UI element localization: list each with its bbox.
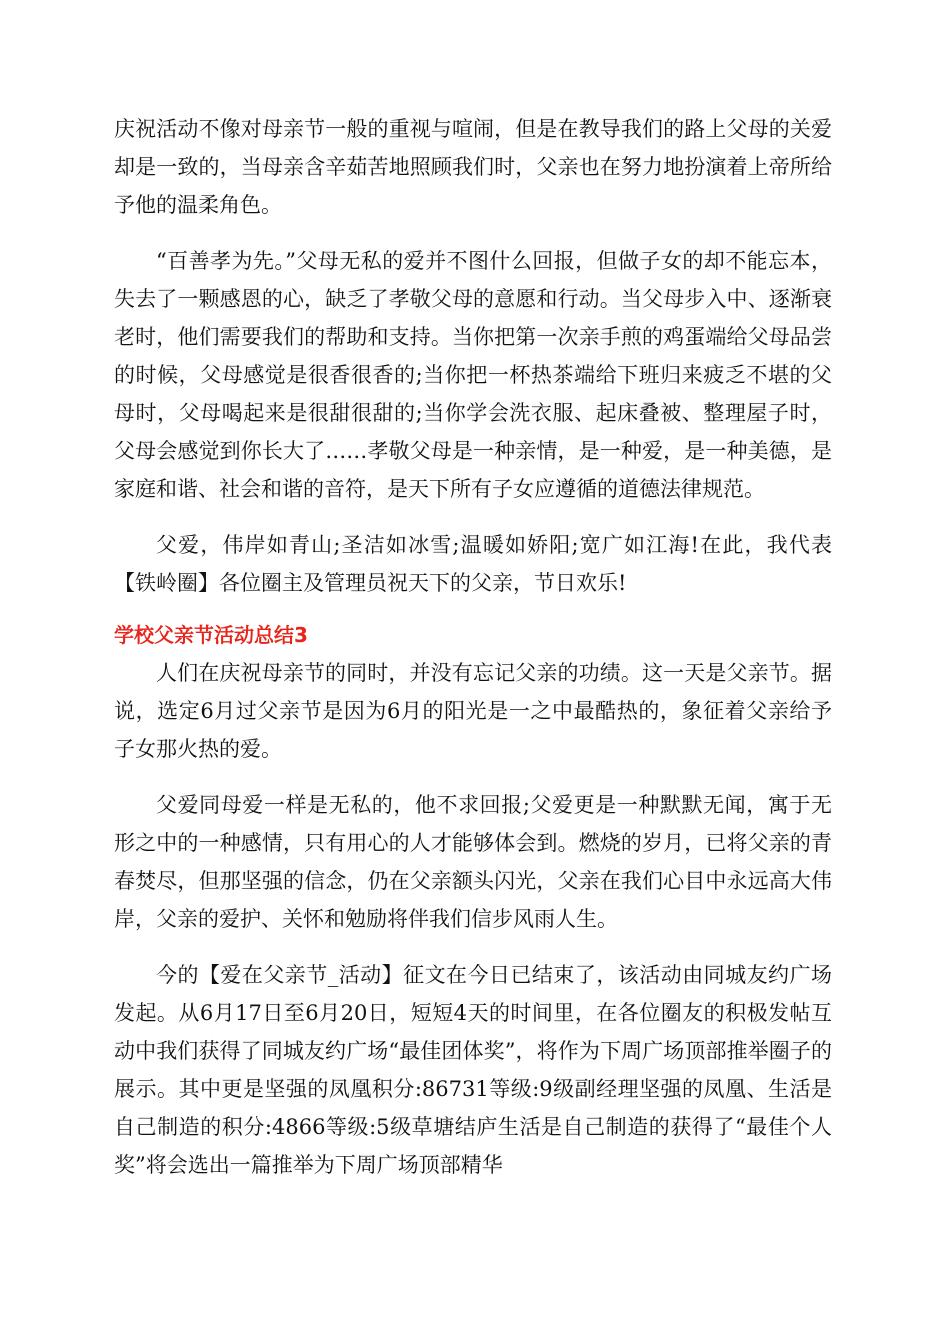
paragraph-greeting: 父爱，伟岸如青山;圣洁如冰雪;温暖如娇阳;宽广如江海!在此，我代表【铁岭圈】各位圈主及管理员祝天下的父亲，节日欢乐! — [114, 533, 832, 595]
paragraph-fathers-day-intro: 人们在庆祝母亲节的同时，并没有忘记父亲的功绩。这一天是父亲节。据说，选定6月过父亲节是因为6月的阳光是一之中最酷热的，象征着父亲给予子女那火热的爱。 — [114, 661, 832, 761]
section-heading: 学校父亲节活动总结3 — [114, 623, 308, 647]
paragraph-continuation: 庆祝活动不像对母亲节一般的重视与喧闹，但是在教导我们的路上父母的关爱却是一致的，当母亲含辛茹苦地照顾我们时，父亲也在努力地扮演着上帝所给予他的温柔角色。 — [114, 117, 832, 217]
paragraph-fatherly-love: 父爱同母爱一样是无私的，他不求回报;父爱更是一种默默无闻，寓于无形之中的一种感情，只有用心的人才能够体会到。燃烧的岁月，已将父亲的青春焚尽，但那坚强的信念，仍在父亲额头闪光，父亲在我们心目中永远高大伟岸，父亲的爱护、关怀和勉励将伴我们信步风雨人生。 — [114, 793, 832, 931]
document-page — [114, 110, 832, 1202]
paragraph-activity-summary: 今的【爱在父亲节_活动】征文在今日已结束了，该活动由同城友约广场发起。从6月17日至6月20日，短短4天的时间里，在各位圈友的积极发帖互动中我们获得了同城友约广场“最佳团体奖”，将作为下周广场顶部推举圈子的展示。其中更是坚强的凤凰积分:86731等级:9级副经理坚强的凤凰、生活是自己制造的积分:4866等级:5级草塘结庐生活是自己制造的获得了“最佳个人奖”将会选出一篇推举为下周广场顶部精华 — [114, 963, 832, 1177]
paragraph-filial-piety: “百善孝为先。”父母无私的爱并不图什么回报，但做子女的却不能忘本，失去了一颗感恩的心，缺乏了孝敬父母的意愿和行动。当父母步入中、逐渐衰老时，他们需要我们的帮助和支持。当你把第一次亲手煎的鸡蛋端给父母品尝的时候，父母感觉是很香很香的;当你把一杯热茶端给下班归来疲乏不堪的父母时，父母喝起来是很甜很甜的;当你学会洗衣服、起床叠被、整理屋子时，父母会感觉到你长大了……孝敬父母是一种亲情，是一种爱，是一种美德，是家庭和谐、社会和谐的音符，是天下所有子女应遵循的道德法律规范。 — [114, 249, 832, 501]
